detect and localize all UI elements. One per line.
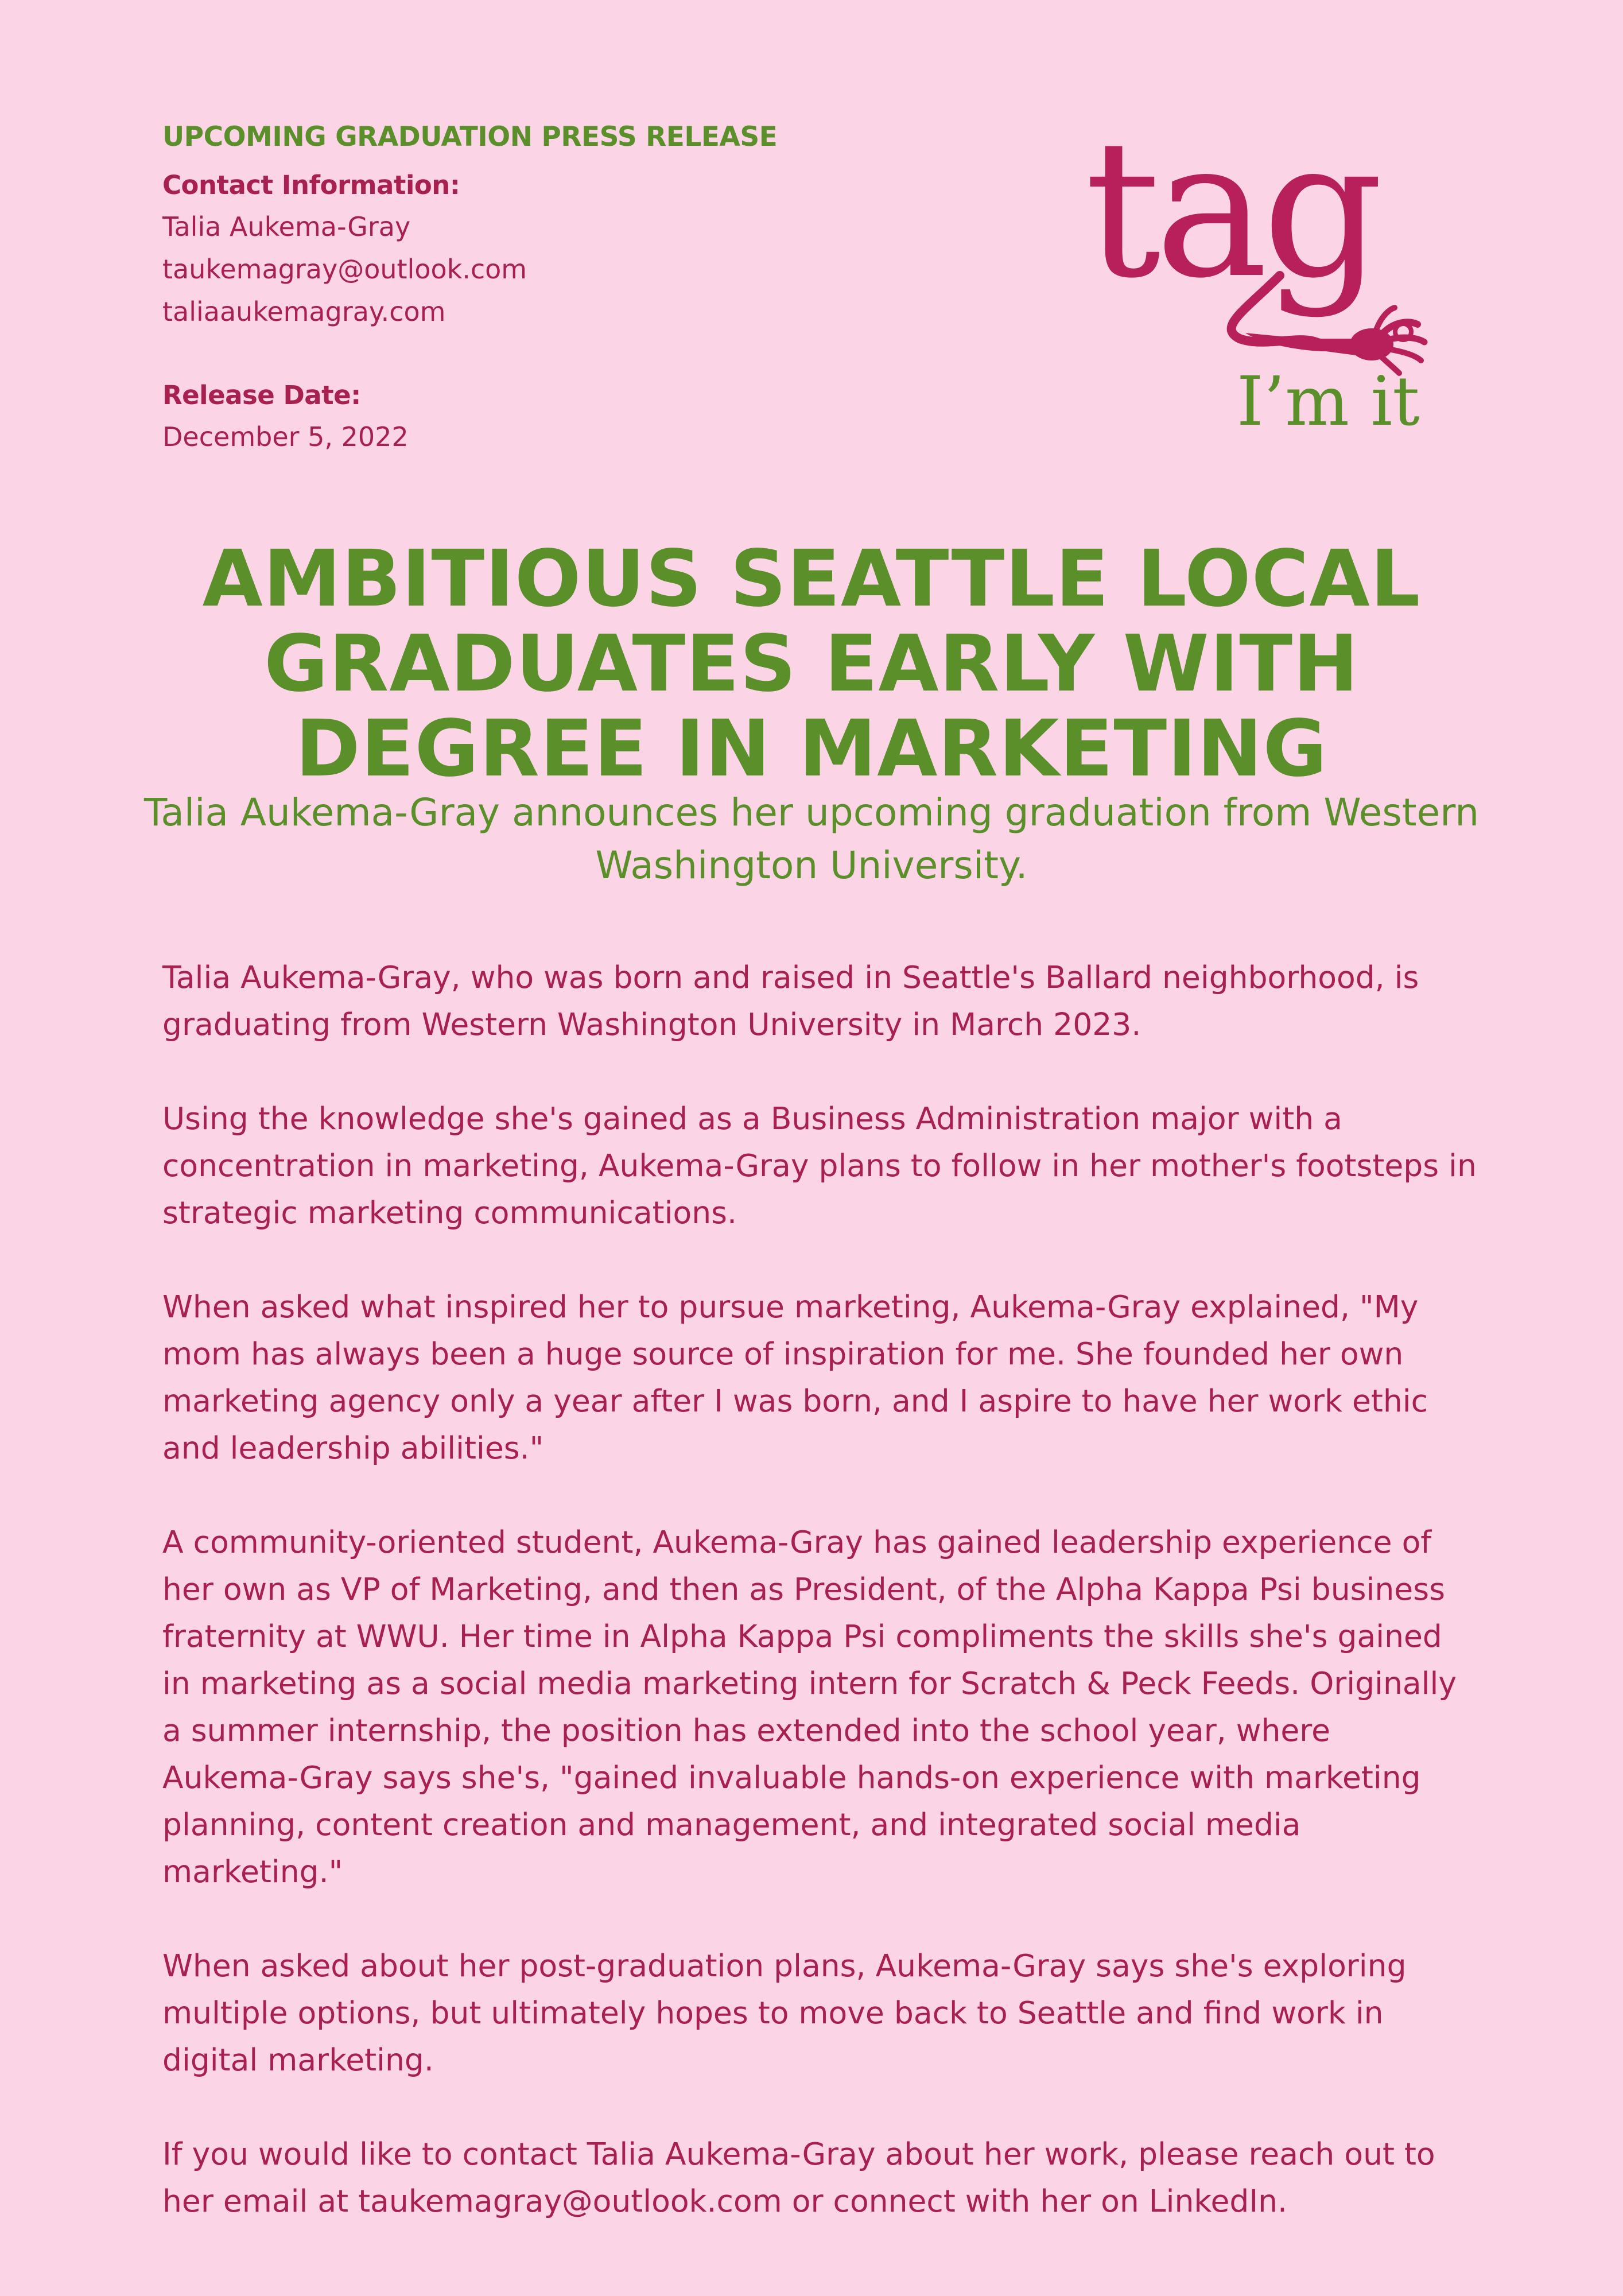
article-body [162,954,1477,2272]
headline-line-2: GRADUATES EARLY WITH [264,619,1359,709]
logo-tagline: I’m it [1237,362,1420,441]
headline-line-1: AMBITIOUS SEATTLE LOCAL [202,534,1421,625]
tag-logo [1073,99,1429,459]
contact-website[interactable]: taliaaukemagray.com [162,296,446,327]
contact-info-label: Contact Information: [162,170,460,200]
body-paragraph: If you would like to contact Talia Aukema-Gray about her work, please reach out to her email at taukemagray@outlook.com or connect with her on LinkedIn. [162,2136,1435,2219]
contact-name: Talia Aukema-Gray [162,211,411,242]
body-paragraph: When asked about her post-graduation plans, Aukema-Gray says she's exploring multiple options, but ultimately hopes to move back to Seattle and find work in digital marketing. [162,1948,1407,2078]
press-release-kicker: UPCOMING GRADUATION PRESS RELEASE [162,121,778,153]
release-date: December 5, 2022 [162,421,409,452]
headline [115,534,1508,794]
logo-wordmark: tag [1085,99,1378,320]
body-paragraph: When asked what inspired her to pursue marketing, Aukema-Gray explained, "My mom has always been a huge source of inspiration for me. She founded her own marketing agency only a year after I was born, and I aspire to have her work ethic and leadership abilities." [162,1289,1428,1466]
release-date-label: Release Date: [162,380,361,410]
headline-line-3: DEGREE IN MARKETING [295,704,1328,794]
body-paragraph: A community-oriented student, Aukema-Gray has gained leadership experience of her own as VP of Marketing, and then as President, of the Alpha Kappa Psi business fraternity at WWU. Her time in Alpha Kappa Psi compliments the skills she's gained in marketing as a social media marketing intern for Scratch & Peck Feeds. Originally a summer internship, the position has extended into the school year, where Aukema-Gray says she's, "gained invaluable hands-on experience with marketing planning, content creation and management, and integrated social media marketing." [162,1524,1457,1890]
contact-header [162,119,1023,458]
contact-email[interactable]: taukemagray@outlook.com [162,254,527,285]
body-paragraph: Talia Aukema-Gray, who was born and raised in Seattle's Ballard neighborhood, is graduating from Western Washington University in March 2023. [162,959,1419,1042]
body-paragraph: Using the knowledge she's gained as a Business Administration major with a concentration in marketing, Aukema-Gray plans to follow in her mother's footsteps in strategic marketing communications. [162,1100,1477,1231]
subheadline: Talia Aukema-Gray announces her upcoming graduation from Western Washington University. [143,790,1480,887]
